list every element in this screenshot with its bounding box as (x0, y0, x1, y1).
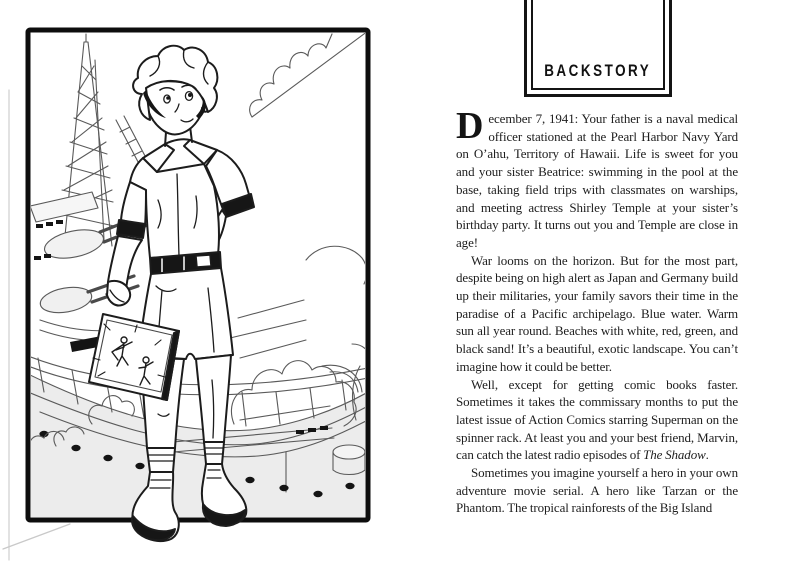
paragraph-4-text: Sometimes you imagine yourself a hero in your own adventure movie serial. A hero like Tarzan or the Phantom. The tropical rainforests of the Big Island (456, 465, 738, 516)
backstory-header-box (524, 0, 672, 97)
drop-cap: D (456, 105, 484, 147)
body-text-column (456, 105, 738, 517)
belt-buckle (196, 255, 211, 267)
paragraph-2-text: War looms on the horizon. But for the most part, despite being on high alert as Japan and Germany build up their militaries, your family savors their time in the paradise of a Pacific archipelago. Blue water. Warm sun all year round. Beaches with white, red, green, and black sand! It’s a beautiful, exotic landscape. You can’t imagine how it could be better. (456, 252, 738, 374)
paragraph-1-text: ecember 7, 1941: Your father is a naval medical officer stationed at the Pearl Harbor Navy Yard on O’ahu, Territory of Hawaii. Life is sweet for you and your sister Beatrice: swimming in the pool at the base, taking field trips with classmates on warships, and meeting actress Shirley Temple at your sister’s birthday party. It turns out you and Temple are close in age! (456, 111, 738, 250)
paragraph-2 (456, 252, 738, 376)
paragraph-3-text: Well, except for getting comic books faster. Sometimes it takes the commissary months to put the latest issue of Action Comics starring Superman on the spinner rack. At least you and your best friend, Marvin, can catch the latest radio episodes of (456, 376, 738, 463)
backstory-title (527, 63, 669, 81)
backstory-title-text: BACKSTORY (544, 62, 652, 81)
paragraph-3-italic-title: The Shadow (643, 447, 706, 463)
paragraph-4 (456, 464, 738, 517)
illustration-boy-with-comic (0, 0, 390, 567)
paragraph-1 (456, 105, 738, 252)
sleeve-band-left (117, 220, 145, 238)
paragraph-3 (456, 376, 738, 465)
paragraph-3-end: . (705, 447, 709, 463)
